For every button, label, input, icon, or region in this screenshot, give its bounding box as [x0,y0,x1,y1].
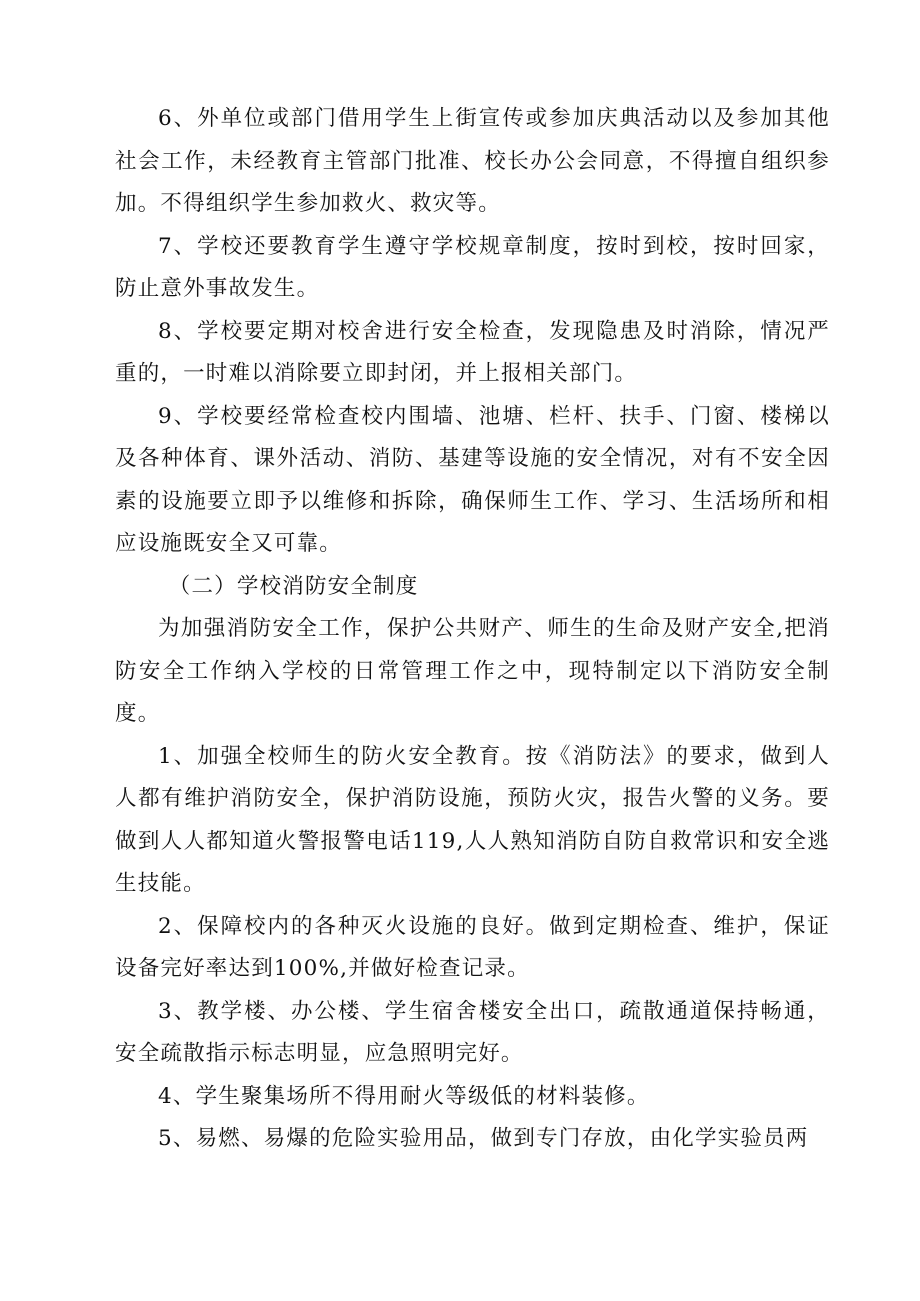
fire-rule-item-1: 1、加强全校师生的防火安全教育。按《消防法》的要求，做到人人都有维护消防安全，保护消防设施，预防火灾，报告火警的义务。要做到人人都知道火警报警电话119,人人熟知消防自防自救常识和安全逃生技能。 [115,743,830,896]
document-body [115,98,830,1161]
section-intro: 为加强消防安全工作，保护公共财产、师生的生命及财产安全,把消防安全工作纳入学校的日常管理工作之中，现特制定以下消防安全制度。 [115,616,830,726]
fire-rule-item-4: 4、学生聚集场所不得用耐火等级低的材料装修。 [158,1083,650,1109]
paragraph-item-9: 9、学校要经常检查校内围墙、池塘、栏杆、扶手、门窗、楼梯以及各种体育、课外活动、消防、基建等设施的安全情况，对有不安全因素的设施要立即予以维修和拆除，确保师生工作、学习、生活场所和相应设施既安全又可靠。 [115,403,830,556]
paragraph-item-7: 7、学校还要教育学生遵守学校规章制度，按时到校，按时回家，防止意外事故发生。 [115,233,830,301]
fire-rule-item-5: 5、易燃、易爆的危险实验用品，做到专门存放，由化学实验员两 [158,1126,809,1151]
paragraph-item-6: 6、外单位或部门借用学生上街宣传或参加庆典活动以及参加其他社会工作，未经教育主管部门批准、校长办公会同意，不得擅自组织参加。不得组织学生参加救火、救灾等。 [115,106,830,216]
paragraph-item-8: 8、学校要定期对校舍进行安全检查，发现隐患及时消除，情况严重的，一时难以消除要立即封闭，并上报相关部门。 [115,318,830,386]
fire-rule-item-2: 2、保障校内的各种灭火设施的良好。做到定期检查、维护，保证设备完好率达到100%,并做好检查记录。 [115,913,830,981]
fire-rule-item-3: 3、教学楼、办公楼、学生宿舍楼安全出口，疏散通道保持畅通，安全疏散指示标志明显，应急照明完好。 [115,998,830,1066]
section-heading: （二）学校消防安全制度 [168,573,419,599]
